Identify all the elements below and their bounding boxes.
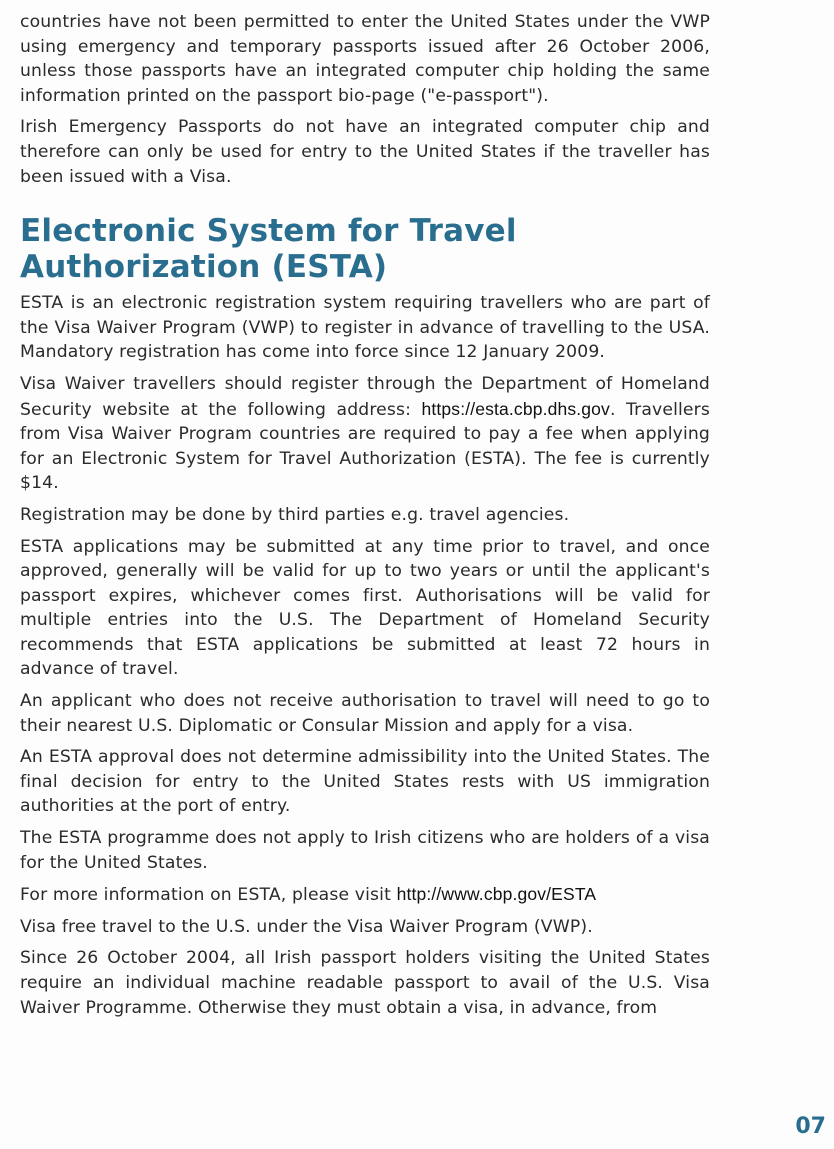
page-content: [20, 10, 710, 1027]
esta-paragraph-3: Registration may be done by third parties e.g. travel agencies.: [20, 504, 570, 525]
page-number: 07: [795, 1114, 826, 1139]
esta-paragraph-2: [20, 372, 710, 496]
esta-paragraph-10: Since 26 October 2004, all Irish passport holders visiting the United States require an individual machine readable passport to avail of the U.S. Visa Waiver Programme. Otherwise they must obtain a visa, in advance, from: [20, 948, 710, 1018]
esta-paragraph-9: Visa free travel to the U.S. under the Visa Waiver Program (VWP).: [20, 916, 593, 937]
esta-registration-url[interactable]: https://esta.cbp.dhs.gov: [421, 398, 610, 419]
esta-paragraph-7: The ESTA programme does not apply to Irish citizens who are holders of a visa for the United States.: [20, 828, 710, 873]
esta-paragraph-5: An applicant who does not receive authorisation to travel will need to go to their nearest U.S. Diplomatic or Consular Mission and apply for a visa.: [20, 691, 710, 736]
esta-paragraph-2-text-end: . Travellers from Visa Waiver Program countries are required to pay a fee when applying for an Electronic System for Travel Authorization (ESTA). The fee is currently $14.: [20, 399, 710, 494]
esta-paragraph-4: ESTA applications may be submitted at any time prior to travel, and once approved, generally will be valid for up to two years or until the applicant's passport expires, whichever comes first. Authorisations will be valid for multiple entries into the U.S. The Department of Homeland Security recommends that ESTA applications be submitted at least 72 hours in advance of travel.: [20, 536, 710, 680]
esta-heading: Electronic System for Travel Authorization (ESTA): [20, 213, 517, 286]
esta-paragraph-1: ESTA is an electronic registration system requiring travellers who are part of the Visa Waiver Program (VWP) to register in advance of travelling to the USA. Mandatory registration has come into force since 12 January 2009.: [20, 293, 710, 363]
esta-info-url[interactable]: http://www.cbp.gov/ESTA: [396, 884, 597, 905]
intro-paragraph-2: Irish Emergency Passports do not have an integrated computer chip and therefore can only be used for entry to the United States if the traveller has been issued with a Visa.: [20, 117, 710, 187]
esta-paragraph-8-text: For more information on ESTA, please visit: [20, 885, 397, 906]
esta-paragraph-2-text-start: Visa Waiver travellers should register through the Department of Homeland Security website at the following address:: [20, 373, 710, 420]
esta-paragraph-8: [20, 882, 710, 908]
esta-paragraph-6: An ESTA approval does not determine admissibility into the United States. The final decision for entry to the United States rests with US immigration authorities at the port of entry.: [20, 747, 710, 817]
intro-paragraph-1: countries have not been permitted to enter the United States under the VWP using emergency and temporary passports issued after 26 October 2006, unless those passports have an integrated computer chip holding the same information printed on the passport bio-page ("e-passport").: [20, 12, 710, 106]
